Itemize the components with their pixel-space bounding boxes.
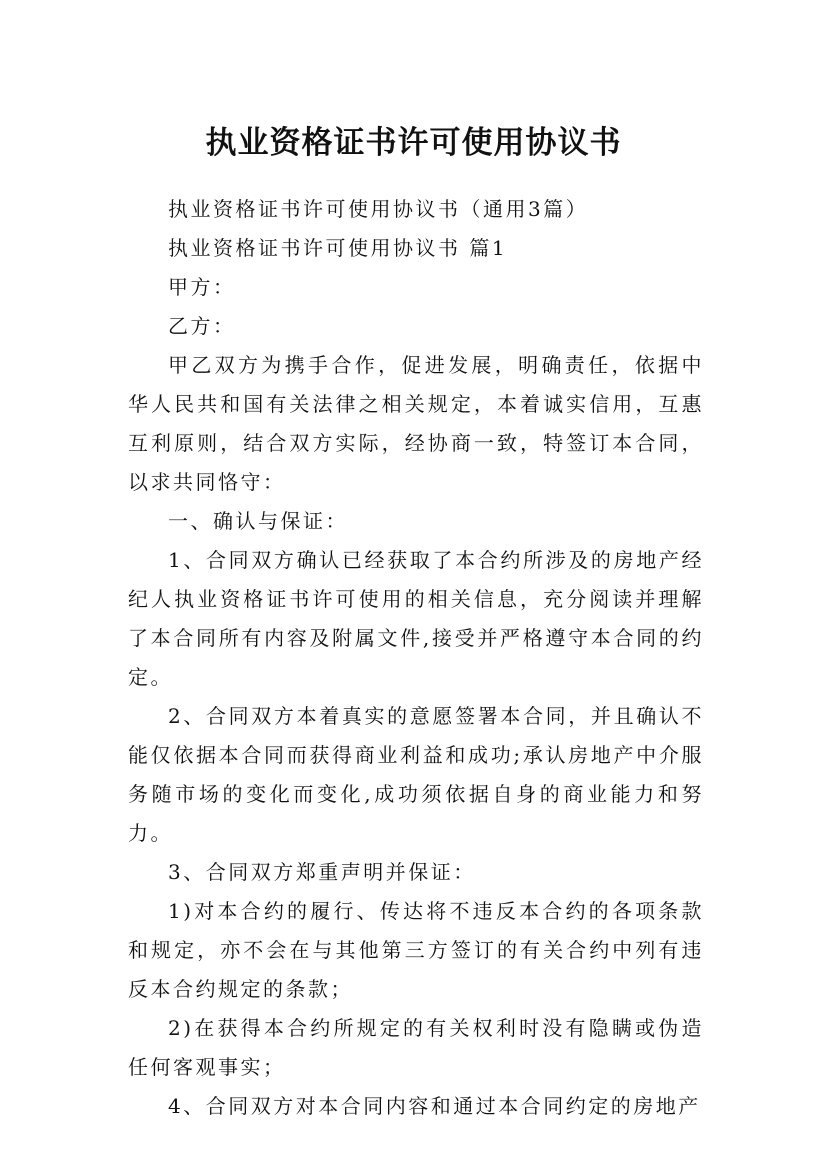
- paragraph-clause-3-item-2: 2)在获得本合约所规定的有关权利时没有隐瞒或伪造任何客观事实；: [128, 1016, 704, 1079]
- paragraph-party-a: 甲方：: [168, 275, 236, 299]
- paragraph-clause-1: 1、合同双方确认已经获取了本合约所涉及的房地产经纪人执业资格证书许可使用的相关信息，充分阅读并理解了本合同所有内容及附属文件,接受并严格遵守本合同的约定。: [128, 548, 704, 689]
- paragraph-clause-3: 3、合同双方郑重声明并保证：: [168, 860, 476, 884]
- paragraph-heading-part1: 执业资格证书许可使用协议书 篇1: [168, 236, 508, 260]
- paragraph-party-b: 乙方：: [168, 314, 236, 338]
- paragraph-clause-2: 2、合同双方本着真实的意愿签署本合同，并且确认不能仅依据本合同而获得商业利益和成功;承认房地产中介服务随市场的变化而变化,成功须依据自身的商业能力和努力。: [128, 704, 704, 845]
- paragraph-clause-4: 4、合同双方对本合同内容和通过本合同约定的房地产: [168, 1094, 701, 1118]
- document-body: [128, 190, 704, 1126]
- paragraph-section-1-heading: 一、确认与保证：: [168, 509, 348, 533]
- paragraph-preamble: 甲乙双方为携手合作，促进发展，明确责任，依据中华人民共和国有关法律之相关规定，本着诚实信用，互惠互利原则，结合双方实际，经协商一致，特签订本合同，以求共同恪守：: [128, 353, 704, 494]
- paragraph-clause-3-item-1: 1)对本合约的履行、传达将不违反本合约的各项条款和规定，亦不会在与其他第三方签订的有关合约中列有违反本合约规定的条款；: [128, 899, 704, 1001]
- paragraph-heading-collection: 执业资格证书许可使用协议书（通用3篇）: [168, 197, 589, 221]
- document-title: 执业资格证书许可使用协议书: [205, 124, 622, 161]
